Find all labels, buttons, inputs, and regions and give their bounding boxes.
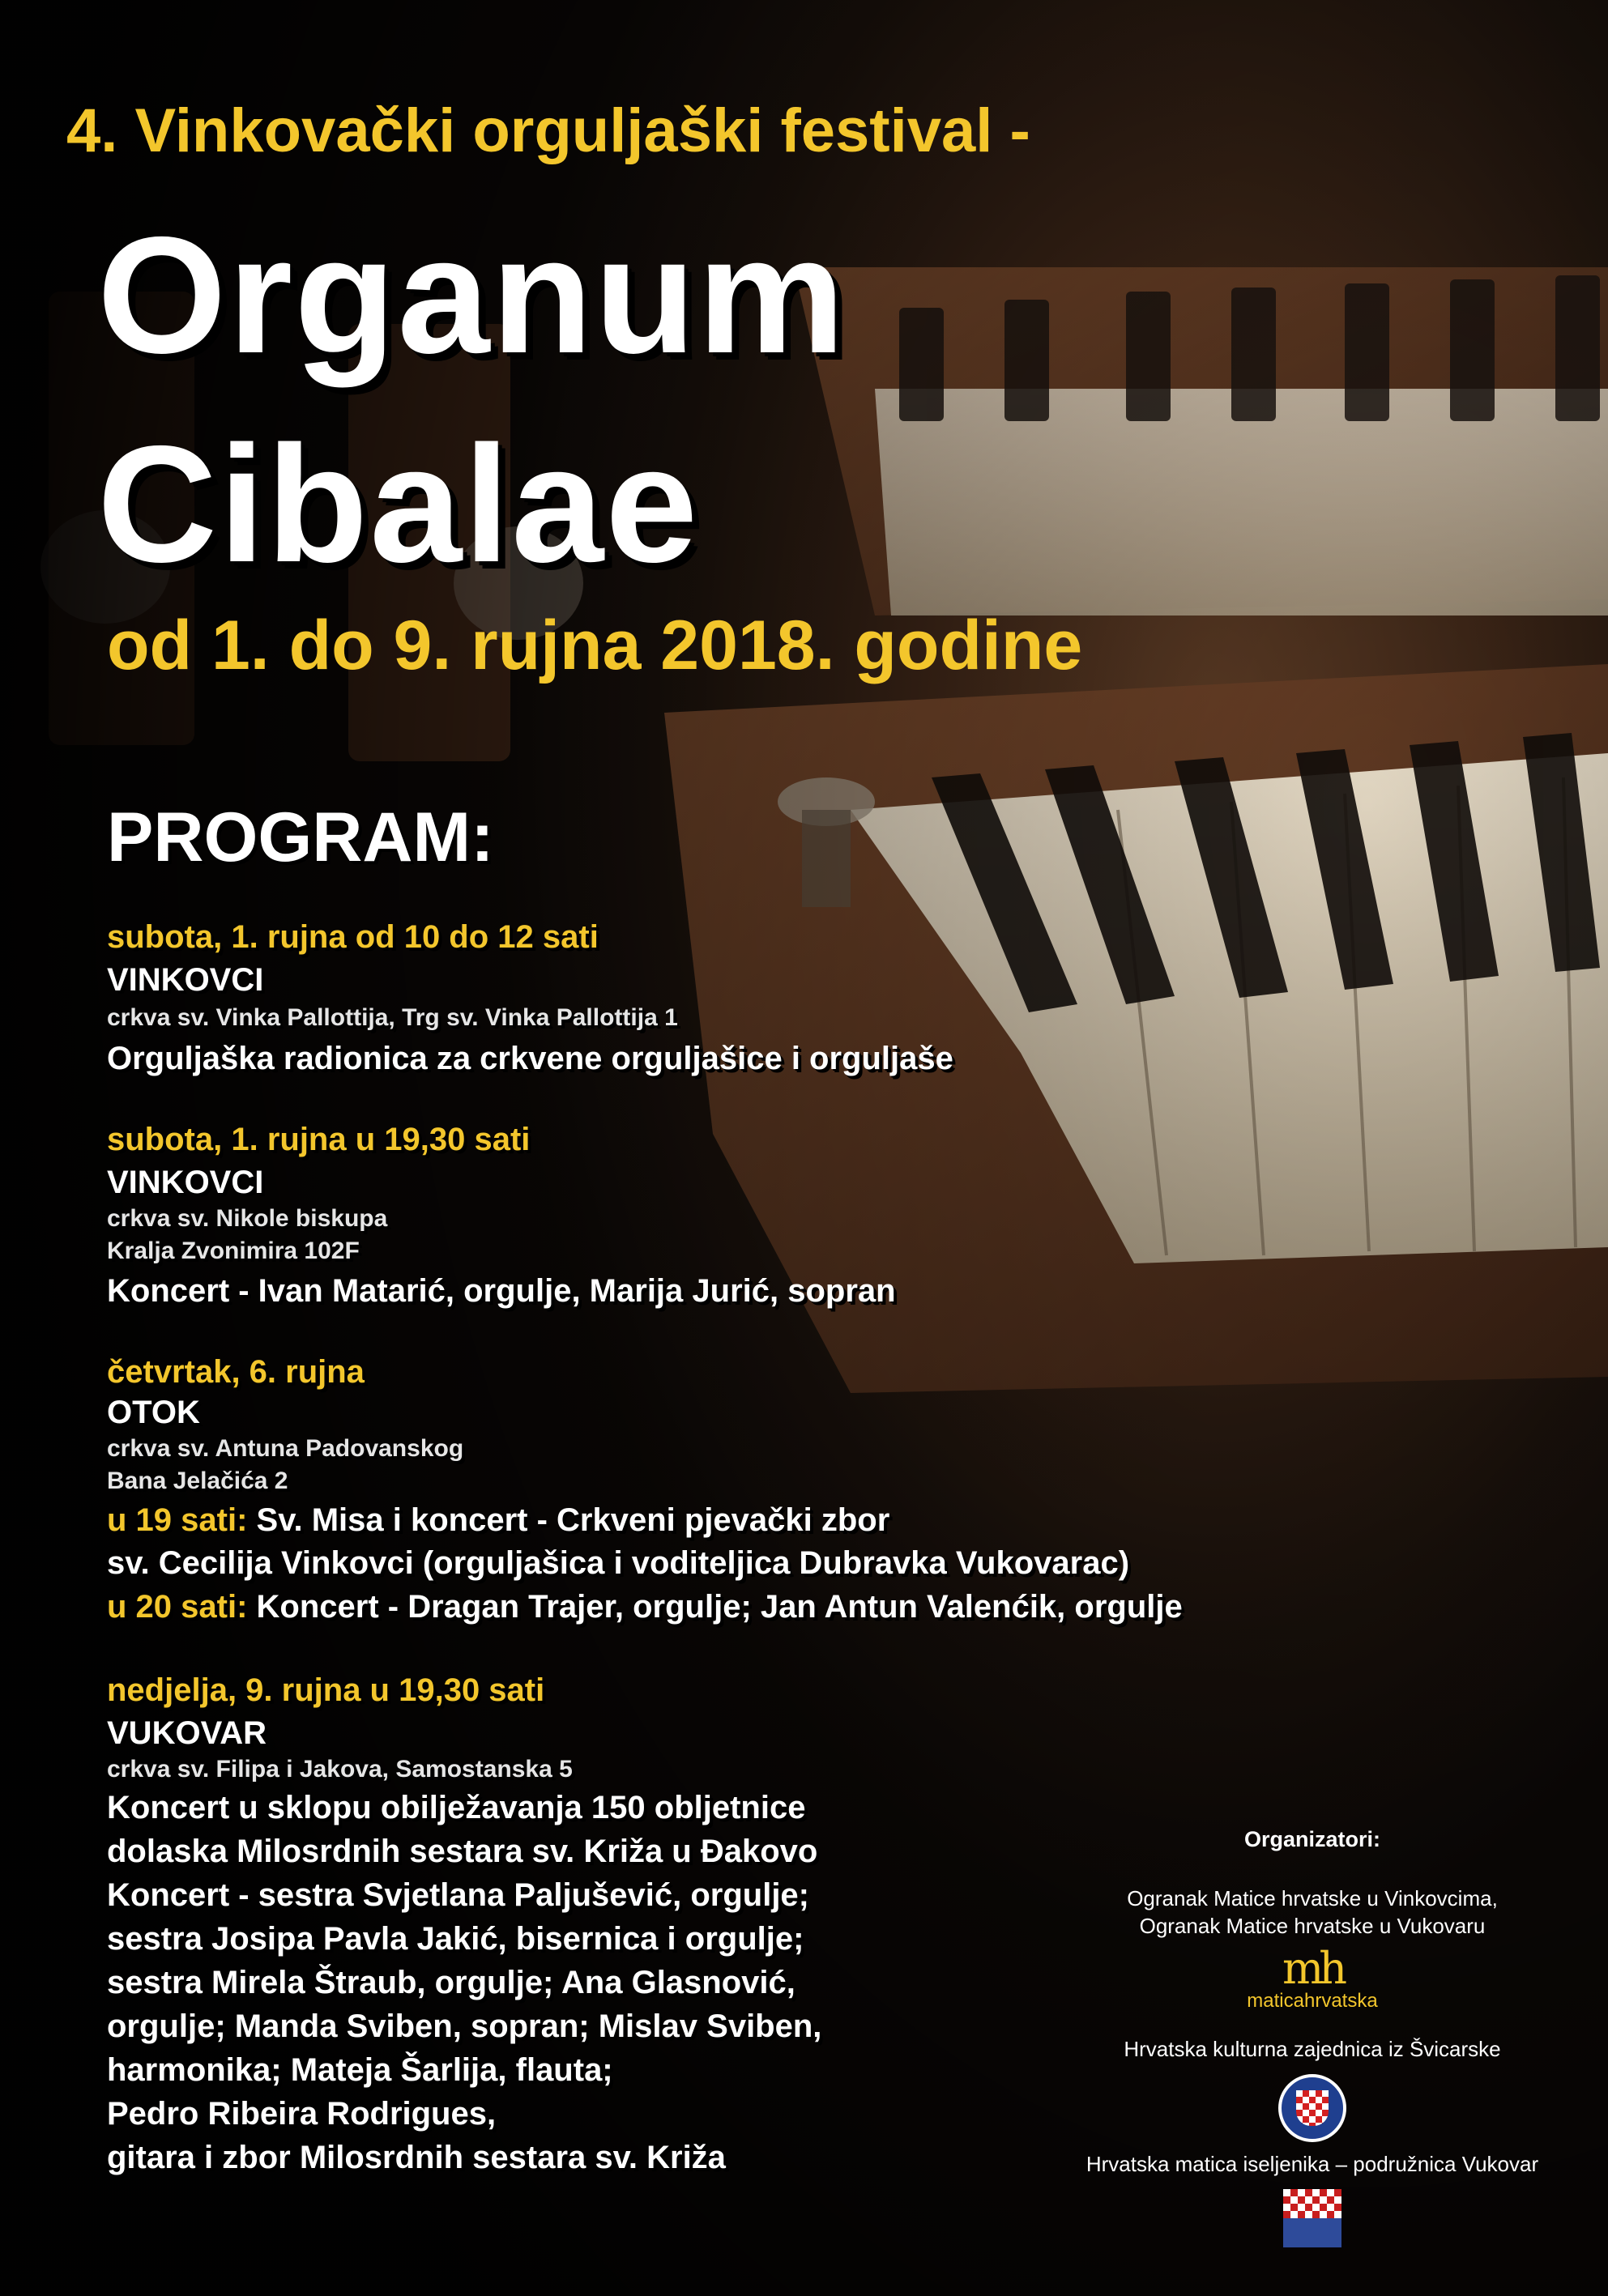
event-1-day: subota, 1. rujna od 10 do 12 sati xyxy=(107,919,599,955)
organizers-panel xyxy=(1069,1814,1555,2247)
mh-logo-word: maticahrvatska xyxy=(1247,1990,1378,2012)
event-3-time-1: u 19 sati: xyxy=(107,1502,248,1538)
event-4-line-2: dolaska Milosrdnih sestara sv. Križa u Đakovo xyxy=(107,1834,818,1869)
event-2-day: subota, 1. rujna u 19,30 sati xyxy=(107,1122,531,1157)
title-cibalae: Cibalae xyxy=(97,411,700,597)
title-organum: Organum xyxy=(97,202,847,388)
organizer-line-1: Ogranak Matice hrvatske u Vinkovcima, xyxy=(1127,1886,1498,1910)
event-3-address: Bana Jelačića 2 xyxy=(107,1467,288,1494)
hmi-emblem-icon xyxy=(1283,2189,1341,2247)
event-4-line-5: sestra Mirela Štraub, orgulje; Ana Glasnović, xyxy=(107,1965,795,2000)
mh-logo-mark: mh xyxy=(1282,1943,1342,1994)
event-4-line-8: Pedro Ribeira Rodrigues, xyxy=(107,2096,497,2132)
event-2-address: Kralja Zvonimira 102F xyxy=(107,1237,360,1264)
event-4-line-4: sestra Josipa Pavla Jakić, bisernica i orgulje; xyxy=(107,1921,804,1957)
event-3-day: četvrtak, 6. rujna xyxy=(107,1354,365,1390)
event-4-line-7: harmonika; Mateja Šarlija, flauta; xyxy=(107,2052,613,2088)
event-2-city: VINKOVCI xyxy=(107,1165,264,1200)
event-2-venue: crkva sv. Nikole biskupa xyxy=(107,1205,388,1232)
event-1-city: VINKOVCI xyxy=(107,962,264,998)
event-1-description: Orguljaška radionica za crkvene orguljašice i orguljaše xyxy=(107,1041,953,1076)
event-3-line-2: sv. Cecilija Vinkovci (orguljašica i voditeljica Dubravka Vukovarac) xyxy=(107,1545,1130,1581)
event-3-city: OTOK xyxy=(107,1395,200,1430)
event-3-time-2: u 20 sati: xyxy=(107,1589,248,1625)
organizers-title: Organizatori: xyxy=(1243,1827,1380,1851)
event-4-day: nedjelja, 9. rujna u 19,30 sati xyxy=(107,1672,545,1708)
event-4-line-3: Koncert - sestra Svjetlana Paljušević, orgulje; xyxy=(107,1877,809,1913)
event-3-line-1 xyxy=(107,1502,889,1539)
organizer-line-2: Ogranak Matice hrvatske u Vukovaru xyxy=(1139,1914,1486,1938)
event-1-venue: crkva sv. Vinka Pallottija, Trg sv. Vinka Pallottija 1 xyxy=(107,1004,678,1031)
organizer-hmi: Hrvatska matica iseljenika – podružnica Vukovar xyxy=(1086,2152,1539,2176)
event-4-line-6: orgulje; Manda Sviben, sopran; Mislav Sviben, xyxy=(107,2008,822,2044)
event-4-city: VUKOVAR xyxy=(107,1715,267,1751)
matica-hrvatska-logo xyxy=(1069,1943,1555,2013)
event-4-venue: crkva sv. Filipa i Jakova, Samostanska 5 xyxy=(107,1756,573,1783)
event-2-description: Koncert - Ivan Matarić, orgulje, Marija Jurić, sopran xyxy=(107,1273,896,1309)
event-3-desc-3: Koncert - Dragan Trajer, orgulje; Jan Antun Valenćik, orgulje xyxy=(247,1589,1183,1625)
hkz-emblem-icon xyxy=(1278,2074,1346,2142)
festival-dates: od 1. do 9. rujna 2018. godine xyxy=(107,607,1083,684)
program-heading: PROGRAM: xyxy=(107,799,494,876)
festival-line: 4. Vinkovački orguljaški festival - xyxy=(66,96,1030,165)
event-4-line-9: gitara i zbor Milosrdnih sestara sv. Križa xyxy=(107,2140,726,2175)
event-3-line-3 xyxy=(107,1589,1183,1625)
event-3-venue: crkva sv. Antuna Padovanskog xyxy=(107,1435,464,1462)
organizer-hkz: Hrvatska kulturna zajednica iz Švicarske xyxy=(1124,2037,1501,2061)
event-4-line-1: Koncert u sklopu obilježavanja 150 obljetnice xyxy=(107,1790,806,1825)
event-3-desc-1: Sv. Misa i koncert - Crkveni pjevački zbor xyxy=(247,1502,890,1538)
